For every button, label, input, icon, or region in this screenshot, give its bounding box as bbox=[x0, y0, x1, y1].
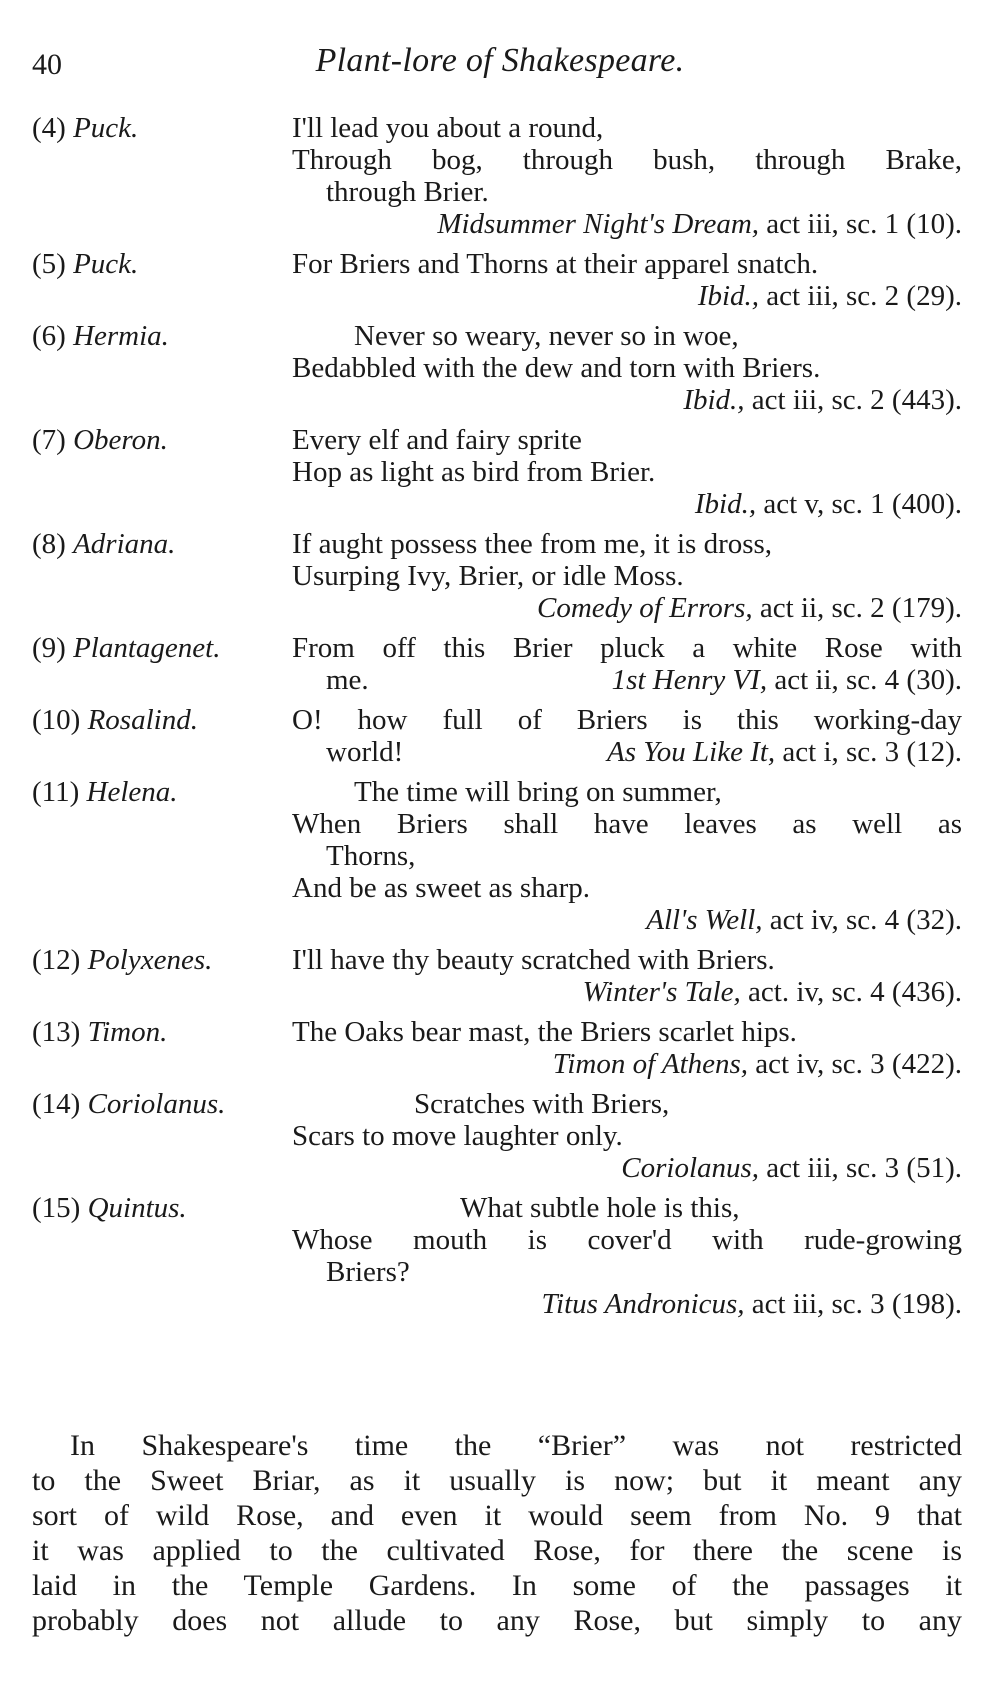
citation-ref: act v, sc. 1 (400). bbox=[756, 488, 962, 520]
citation-ref: act i, sc. 3 (12). bbox=[775, 736, 962, 768]
quotation-entry bbox=[32, 1016, 962, 1080]
entry-speaker bbox=[32, 776, 292, 808]
verse-line: The time will bring on summer, bbox=[354, 776, 722, 808]
entry-speaker bbox=[32, 248, 292, 280]
quotation-entry bbox=[32, 248, 962, 312]
entry-number: (10) bbox=[32, 704, 81, 736]
quotation-text bbox=[292, 632, 962, 696]
citation-ref: act iii, sc. 3 (51). bbox=[759, 1152, 962, 1184]
entry-speaker bbox=[32, 528, 292, 560]
citation bbox=[607, 736, 962, 768]
running-title: Plant-lore of Shakespeare. bbox=[315, 42, 685, 79]
entry-number: (7) bbox=[32, 424, 66, 456]
verse-line: The Oaks bear mast, the Briers scarlet hips. bbox=[292, 1016, 797, 1048]
speaker-name: Puck. bbox=[73, 248, 139, 280]
citation-work: Titus Andronicus, bbox=[541, 1288, 745, 1320]
paragraph-line: In Shakespeare's time the “Brier” was not restricted bbox=[70, 1429, 962, 1462]
citation-ref: act. iv, sc. 4 (436). bbox=[740, 976, 962, 1008]
paragraph-line: laid in the Temple Gardens. In some of the passages it bbox=[32, 1569, 962, 1602]
quotation-entry bbox=[32, 528, 962, 624]
entry-speaker bbox=[32, 944, 292, 976]
entry-number: (13) bbox=[32, 1016, 81, 1048]
citation-work: Timon of Athens, bbox=[552, 1048, 749, 1080]
verse-line: O! how full of Briers is this working-day bbox=[292, 704, 962, 736]
entry-speaker bbox=[32, 632, 292, 664]
speaker-name: Oberon. bbox=[73, 424, 168, 456]
verse-line: I'll have thy beauty scratched with Briers. bbox=[292, 944, 775, 976]
citation bbox=[292, 976, 962, 1008]
citation-ref: act iii, sc. 3 (198). bbox=[744, 1288, 962, 1320]
verse-line: Usurping Ivy, Brier, or idle Moss. bbox=[292, 560, 684, 592]
verse-line: Thorns, bbox=[326, 840, 416, 872]
quotation-text bbox=[292, 424, 962, 520]
citation-work: Ibid., bbox=[697, 280, 760, 312]
citation bbox=[292, 208, 962, 240]
citation-ref: act iii, sc. 2 (443). bbox=[744, 384, 962, 416]
quotation-entry bbox=[32, 1192, 962, 1320]
entry-number: (6) bbox=[32, 320, 66, 352]
verse-line: Scratches with Briers, bbox=[414, 1088, 670, 1120]
verse-line: From off this Brier pluck a white Rose with bbox=[292, 632, 962, 664]
citation-ref: act iii, sc. 1 (10). bbox=[759, 208, 962, 240]
citation bbox=[292, 592, 962, 624]
quotation-entry bbox=[32, 632, 962, 696]
quotation-text bbox=[292, 704, 962, 768]
quotation-text bbox=[292, 112, 962, 240]
citation-work: Ibid., bbox=[694, 488, 757, 520]
speaker-name: Helena. bbox=[86, 776, 178, 808]
paragraph-line: probably does not allude to any Rose, but simply to any bbox=[32, 1604, 962, 1637]
entry-number: (4) bbox=[32, 112, 66, 144]
entry-speaker bbox=[32, 424, 292, 456]
quotation-text bbox=[292, 528, 962, 624]
speaker-name: Coriolanus. bbox=[87, 1088, 226, 1120]
verse-line: Never so weary, never so in woe, bbox=[354, 320, 739, 352]
entry-speaker bbox=[32, 704, 292, 736]
verse-line: Every elf and fairy sprite bbox=[292, 424, 582, 456]
citation-work: As You Like It, bbox=[607, 736, 776, 768]
verse-line-with-citation bbox=[292, 736, 962, 768]
quotation-entry bbox=[32, 112, 962, 240]
citation-work: Coriolanus, bbox=[621, 1152, 760, 1184]
verse-line: Scars to move laughter only. bbox=[292, 1120, 623, 1152]
verse-line: What subtle hole is this, bbox=[460, 1192, 740, 1224]
quotation-text bbox=[292, 320, 962, 416]
speaker-name: Polyxenes. bbox=[87, 944, 213, 976]
quotation-text bbox=[292, 1016, 962, 1080]
citation bbox=[292, 280, 962, 312]
entry-speaker bbox=[32, 1016, 292, 1048]
quotation-text bbox=[292, 1088, 962, 1184]
citation-ref: act ii, sc. 4 (30). bbox=[767, 664, 962, 696]
quotation-entry bbox=[32, 320, 962, 416]
citation bbox=[612, 664, 962, 696]
quotation-text bbox=[292, 248, 962, 312]
quotation-entry bbox=[32, 1088, 962, 1184]
citation-ref: act iv, sc. 3 (422). bbox=[748, 1048, 962, 1080]
citation-ref: act iv, sc. 4 (32). bbox=[762, 904, 962, 936]
verse-line: I'll lead you about a round, bbox=[292, 112, 604, 144]
quotation-entry bbox=[32, 424, 962, 520]
entry-number: (11) bbox=[32, 776, 80, 808]
citation bbox=[292, 1288, 962, 1320]
quotation-text bbox=[292, 1192, 962, 1320]
citation bbox=[292, 1048, 962, 1080]
citation bbox=[292, 384, 962, 416]
speaker-name: Puck. bbox=[73, 112, 139, 144]
verse-line: Bedabbled with the dew and torn with Briers. bbox=[292, 352, 821, 384]
page-number: 40 bbox=[32, 48, 62, 81]
entry-number: (5) bbox=[32, 248, 66, 280]
speaker-name: Adriana. bbox=[73, 528, 176, 560]
citation bbox=[292, 904, 962, 936]
paragraph-line: it was applied to the cultivated Rose, for there the scene is bbox=[32, 1534, 962, 1567]
citation-ref: act iii, sc. 2 (29). bbox=[759, 280, 962, 312]
entry-speaker bbox=[32, 112, 292, 144]
citation bbox=[292, 488, 962, 520]
verse-line: If aught possess thee from me, it is dross, bbox=[292, 528, 773, 560]
commentary-paragraph bbox=[32, 1428, 962, 1638]
quotation-entry bbox=[32, 944, 962, 1008]
verse-line-with-citation bbox=[292, 664, 962, 696]
citation-work: Winter's Tale, bbox=[582, 976, 741, 1008]
speaker-name: Quintus. bbox=[87, 1192, 187, 1224]
citation-work: Midsummer Night's Dream, bbox=[437, 208, 760, 240]
verse-line: Through bog, through bush, through Brake, bbox=[292, 144, 962, 176]
entry-speaker bbox=[32, 1192, 292, 1224]
verse-line: me. bbox=[326, 664, 369, 696]
citation-ref: act ii, sc. 2 (179). bbox=[752, 592, 962, 624]
speaker-name: Timon. bbox=[87, 1016, 168, 1048]
quotation-entry bbox=[32, 704, 962, 768]
quotation-text bbox=[292, 944, 962, 1008]
verse-line: Briers? bbox=[326, 1256, 410, 1288]
entry-number: (14) bbox=[32, 1088, 81, 1120]
entry-number: (9) bbox=[32, 632, 66, 664]
citation bbox=[292, 1152, 962, 1184]
verse-line: through Brier. bbox=[326, 176, 489, 208]
entry-speaker bbox=[32, 320, 292, 352]
paragraph-line: to the Sweet Briar, as it usually is now; but it meant any bbox=[32, 1464, 962, 1497]
entry-speaker bbox=[32, 1088, 292, 1120]
entry-number: (15) bbox=[32, 1192, 81, 1224]
entry-number: (12) bbox=[32, 944, 81, 976]
citation-work: Ibid., bbox=[683, 384, 745, 416]
citation-work: All's Well, bbox=[646, 904, 763, 936]
paragraph-line: sort of wild Rose, and even it would seem from No. 9 that bbox=[32, 1499, 962, 1532]
speaker-name: Plantagenet. bbox=[73, 632, 221, 664]
verse-line: Hop as light as bird from Brier. bbox=[292, 456, 656, 488]
verse-line: Whose mouth is cover'd with rude-growing bbox=[292, 1224, 962, 1256]
citation-work: Comedy of Errors, bbox=[536, 592, 753, 624]
verse-line: And be as sweet as sharp. bbox=[292, 872, 590, 904]
entry-number: (8) bbox=[32, 528, 66, 560]
quotation-list bbox=[32, 112, 962, 1328]
citation-work: 1st Henry VI, bbox=[611, 664, 768, 696]
quotation-entry bbox=[32, 776, 962, 936]
quotation-text bbox=[292, 776, 962, 936]
verse-line: When Briers shall have leaves as well as bbox=[292, 808, 962, 840]
verse-line: For Briers and Thorns at their apparel snatch. bbox=[292, 248, 819, 280]
speaker-name: Hermia. bbox=[73, 320, 169, 352]
verse-line: world! bbox=[326, 736, 404, 768]
speaker-name: Rosalind. bbox=[87, 704, 198, 736]
